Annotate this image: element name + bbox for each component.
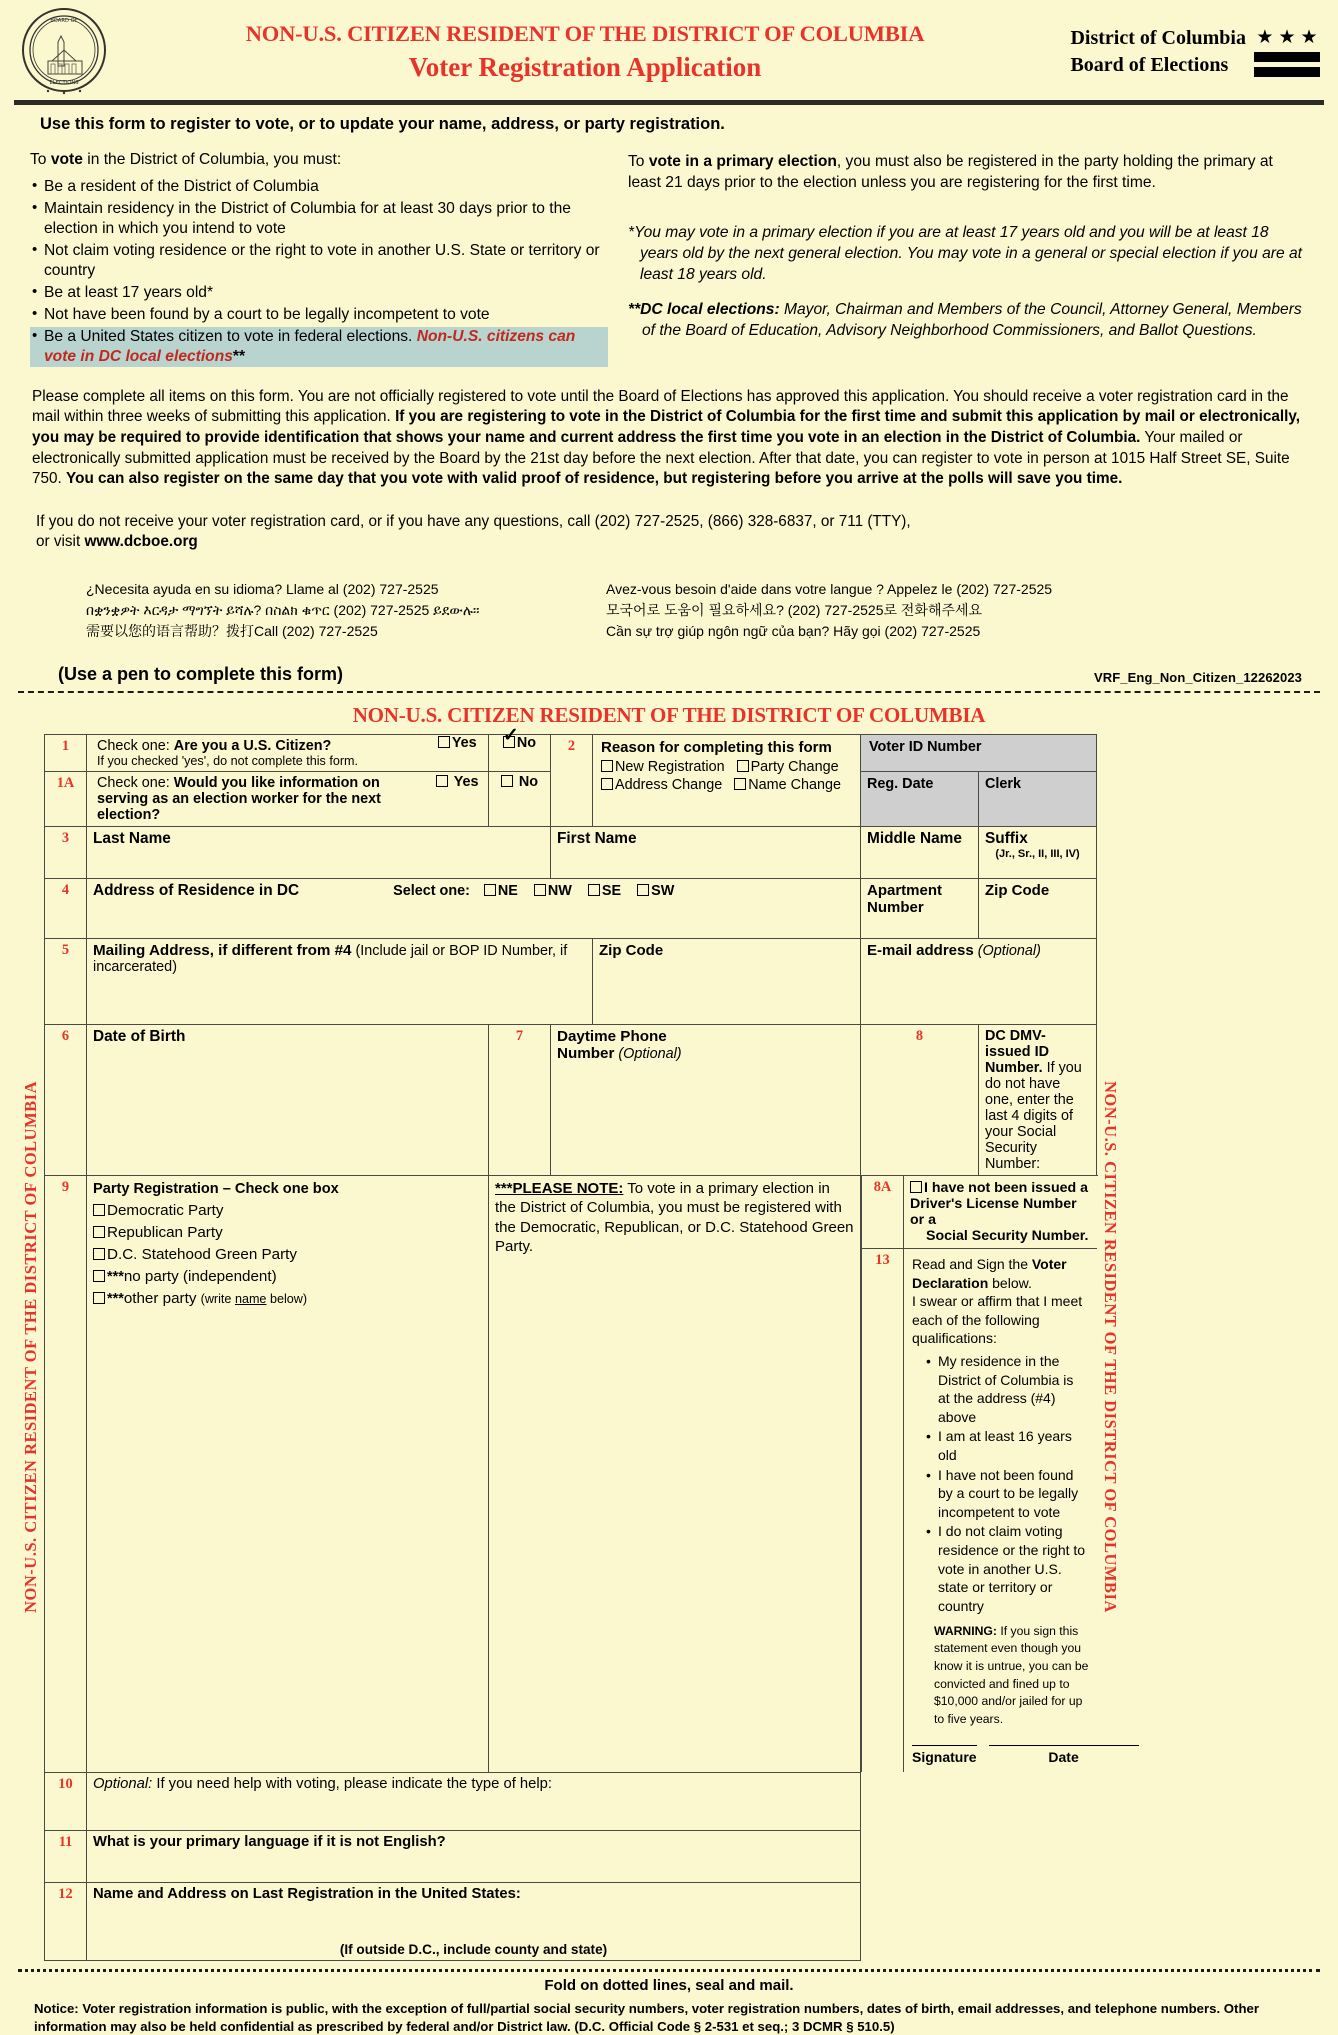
republican-party-checkbox[interactable] xyxy=(93,1226,105,1238)
date-of-birth-label: Date of Birth xyxy=(93,1027,186,1045)
election-worker-no-label: No xyxy=(518,773,539,790)
citizen-no-option[interactable] xyxy=(489,724,551,771)
no-party-checkbox[interactable] xyxy=(93,1270,105,1282)
highlight-tail: ** xyxy=(232,347,246,365)
other-party-note-name: name xyxy=(234,1291,267,1306)
party-change-checkbox[interactable] xyxy=(737,760,749,772)
reason-address-change[interactable] xyxy=(601,777,722,793)
dmv-id-label: DC DMV-issued ID Number. xyxy=(985,1027,1049,1076)
residence-address-label: Address of Residence in DC xyxy=(93,881,300,899)
democratic-party-label: Democratic Party xyxy=(107,1201,224,1219)
list-item: • I do not claim voting residence or the right to vote in another U.S. state or territory or country xyxy=(926,1522,1089,1615)
warning-label: WARNING: xyxy=(934,1623,997,1638)
language-column-left xyxy=(86,579,606,642)
language-line-spanish: ¿Necesita ayuda en su idioma? Llame al (202) 727-2525 xyxy=(86,580,439,597)
contact-line2 xyxy=(36,532,1308,553)
mailing-address-field[interactable] xyxy=(87,938,593,1024)
quadrant-se-checkbox[interactable] xyxy=(588,884,600,896)
last-registration-label: Name and Address on Last Registration in the United States: xyxy=(93,1885,521,1902)
table-row xyxy=(45,938,1097,1024)
new-registration-label: New Registration xyxy=(615,758,725,775)
apartment-number-field[interactable] xyxy=(861,878,979,938)
fold-instruction: Fold on dotted lines, seal and mail. xyxy=(544,1976,794,1994)
party-no-party[interactable] xyxy=(93,1266,482,1288)
primary-post: , you must also be registered in the party holding the primary at least 21 days prior to the election unless you are registering for the first time. xyxy=(628,153,1273,191)
first-name-field[interactable] xyxy=(551,826,861,878)
daytime-phone-optional: (Optional) xyxy=(614,1045,682,1062)
page-header xyxy=(0,0,1338,96)
board-of-elections-seal-icon xyxy=(18,6,110,98)
list-item: • Not have been found by a court to be legally incompetent to vote xyxy=(30,305,608,325)
help-label: If you need help with voting, please indicate the type of help: xyxy=(152,1775,553,1792)
reg-date-field[interactable] xyxy=(861,771,979,826)
please-note-label: PLEASE NOTE: xyxy=(512,1179,624,1197)
party-change-label: Party Change xyxy=(750,758,839,775)
clerk-label: Clerk xyxy=(985,775,1021,792)
paragraph-part2-bold: If you are registering to vote in the District of Columbia for the first time and submit this application by mail or electronically, you may be required to provide identification that shows your name and current address the first time you vote in an election in the District of Columbia. xyxy=(32,408,1300,446)
quadrant-select-label: Select one: xyxy=(393,882,470,899)
email-label: E-mail address xyxy=(867,941,974,959)
daytime-phone-label1: Daytime Phone xyxy=(557,1027,667,1045)
please-note-body: To vote in a primary election in the District of Columbia, you must be registered with the Democratic, Republican, or D.C. Statehood Green Party. xyxy=(495,1179,854,1256)
primary-election-note-cell xyxy=(489,1175,861,1772)
last-name-field[interactable] xyxy=(87,826,551,878)
primary-language-label: What is your primary language if it is not English? xyxy=(93,1833,446,1850)
residence-zip-field[interactable] xyxy=(979,878,1097,938)
reason-options-row2 xyxy=(601,777,852,793)
quadrant-ne-checkbox[interactable] xyxy=(484,884,496,896)
signature-row xyxy=(912,1745,1089,1767)
primary-bold: vote in a primary election xyxy=(648,153,837,170)
row-number-2: 2 xyxy=(551,734,593,826)
must-pre: To xyxy=(30,151,51,168)
agency-line2: Board of Elections xyxy=(1070,54,1229,76)
election-worker-no-checkbox[interactable] xyxy=(501,775,513,787)
republican-party-label: Republican Party xyxy=(107,1223,223,1241)
form-title-line1: NON-U.S. CITIZEN RESIDENT OF THE DISTRICT OF COLUMBIA xyxy=(245,20,925,46)
reason-for-form-cell xyxy=(593,734,861,826)
paragraph-part1: Please complete all items on this form. You are not officially registered to vote until the Board of Elections has approved this application. You should receive a voter registration card in the mail within three weeks of submitting this application. xyxy=(32,387,1289,426)
instructions-paragraph xyxy=(30,387,1308,490)
requirements-list xyxy=(30,177,608,367)
table-row xyxy=(45,1024,1097,1175)
language-line-vietnamese: Cần sự trợ giúp ngôn ngữ của bạn? Hãy gọi (202) 727-2525 xyxy=(606,622,981,639)
dcboe-website-link[interactable]: www.dcboe.org xyxy=(84,533,198,551)
list-item: • I am at least 16 years old xyxy=(926,1427,1089,1464)
dc-flag-icon: ★ ★ ★ xyxy=(1254,28,1320,77)
quadrant-nw-label: NW xyxy=(547,882,572,899)
first-name-label: First Name xyxy=(557,829,637,847)
new-registration-checkbox[interactable] xyxy=(601,760,613,772)
dmv-id-field[interactable] xyxy=(979,1024,1097,1175)
statehood-green-party-checkbox[interactable] xyxy=(93,1248,105,1260)
declaration-read-pre: Read and Sign the xyxy=(912,1255,1032,1272)
row1a-question-line2: serving as an election worker for the next election? xyxy=(97,790,381,823)
list-item: • Not claim voting residence or the right to vote in another U.S. State or territory or country xyxy=(30,241,608,281)
row-number-12: 12 xyxy=(45,1882,87,1960)
fold-dash-line-top xyxy=(18,691,1320,693)
row1a-check-one: Check one: xyxy=(97,774,170,791)
election-worker-question-cell xyxy=(87,771,427,826)
citizen-yes-label: Yes xyxy=(451,734,477,751)
please-note-stars: *** xyxy=(495,1179,513,1197)
email-optional: (Optional) xyxy=(973,942,1041,959)
row-number-10: 10 xyxy=(45,1772,87,1830)
other-party-label: other party xyxy=(123,1289,201,1307)
other-party-note-post: below) xyxy=(266,1291,308,1306)
voter-declaration-text xyxy=(912,1255,1089,1766)
citizen-yes-checkbox[interactable] xyxy=(438,736,450,748)
no-party-label: no party (independent) xyxy=(123,1267,277,1285)
must-post: in the District of Columbia, you must: xyxy=(82,151,342,168)
quadrant-se-label: SE xyxy=(601,882,622,899)
list-item-noncitizen-highlight xyxy=(30,327,608,367)
quadrant-sw-label: SW xyxy=(651,882,675,899)
row1-subtext: If you checked 'yes', do not complete this form. xyxy=(97,753,359,768)
signature-field[interactable] xyxy=(912,1745,977,1767)
declaration-column xyxy=(861,1175,1097,1772)
declaration-warning xyxy=(912,1623,1089,1729)
daytime-phone-field[interactable] xyxy=(551,1024,861,1175)
pen-note-row xyxy=(30,664,1308,685)
list-item: • My residence in the District of Columbia is at the address (#4) above xyxy=(926,1352,1089,1426)
election-worker-yes-checkbox[interactable] xyxy=(436,775,448,787)
last-name-label: Last Name xyxy=(93,829,171,847)
dc-local-elections-footnote xyxy=(628,300,1308,342)
name-change-checkbox[interactable] xyxy=(734,778,746,790)
row1-question: Are you a U.S. Citizen? xyxy=(173,737,332,754)
no-license-declaration[interactable] xyxy=(904,1176,1097,1249)
voter-declaration-cell xyxy=(904,1248,1097,1772)
pen-instruction: (Use a pen to complete this form) xyxy=(58,663,344,684)
fold-dotted-line-bottom xyxy=(18,1969,1320,1972)
quadrant-se[interactable] xyxy=(588,883,621,899)
primary-language-field[interactable] xyxy=(87,1830,861,1882)
age-footnote: *You may vote in a primary election if you are at least 17 years old and you will be at least 18 years old by the next general election. You may vote in a general or special election if you are at least 18 years old. xyxy=(628,224,1302,284)
side-label-left xyxy=(18,734,44,1961)
svg-text:ELECTIONS: ELECTIONS xyxy=(49,80,79,86)
other-party-stars: *** xyxy=(107,1290,124,1307)
suffix-field[interactable] xyxy=(979,826,1097,878)
row-number-7: 7 xyxy=(489,1024,551,1175)
mailing-zip-field[interactable] xyxy=(593,938,861,1024)
middle-name-label: Middle Name xyxy=(867,829,962,847)
apartment-number-label: Apartment Number xyxy=(867,881,943,916)
table-row xyxy=(45,826,1097,878)
reason-name-change[interactable] xyxy=(734,777,841,793)
row1a-question-line1: Would you like information on xyxy=(173,774,380,791)
declaration-swear: I swear or affirm that I meet each of the following qualifications: xyxy=(912,1293,1083,1347)
last-registration-field[interactable] xyxy=(87,1882,861,1960)
row-number-1a: 1A xyxy=(45,771,87,826)
row-number-13: 13 xyxy=(862,1248,904,1772)
language-line-chinese: 需要以您的语言帮助？拨打Call (202) 727-2525 xyxy=(86,622,378,639)
list-item: • Maintain residency in the District of Columbia for at least 30 days prior to the election in which you intend to vote xyxy=(30,199,608,239)
highlight-plain: Be a United States citizen to vote in federal elections. xyxy=(44,327,417,345)
contact-info xyxy=(30,512,1308,553)
name-change-label: Name Change xyxy=(748,776,841,793)
lead-instruction: Use this form to register to vote, or to update your name, address, or party registration. xyxy=(40,115,725,133)
party-registration-title: Party Registration – Check one box xyxy=(93,1180,339,1197)
table-row xyxy=(45,878,1097,938)
header-titles xyxy=(110,22,1050,82)
citizen-no-label: No xyxy=(516,734,537,751)
quadrant-sw-checkbox[interactable] xyxy=(637,884,649,896)
suffix-sublabel: (Jr., Sr., II, III, IV) xyxy=(995,847,1080,860)
help-optional-label: Optional: xyxy=(93,1775,153,1792)
svg-text:BOARD OF: BOARD OF xyxy=(50,18,78,24)
mailing-address-label: Mailing Address, if different from #4 xyxy=(93,941,352,959)
party-democratic[interactable] xyxy=(93,1200,482,1222)
election-worker-no-option[interactable] xyxy=(489,771,551,826)
quadrant-sw[interactable] xyxy=(637,883,674,899)
row-number-3: 3 xyxy=(45,826,87,878)
quadrant-ne[interactable] xyxy=(484,883,518,899)
requirements-column xyxy=(30,150,608,369)
privacy-notice: Notice: Voter registration information is public, with the exception of full/partial social security numbers, voter registration numbers, dates of birth, email addresses, and telephone numbers. Other information may also be held confidential as prescribed by federal and/or District law. (D.C. Official Code § 2-531 et seq.; 3 DCMR § 510.5) xyxy=(34,2000,1259,2034)
row-number-8: 8 xyxy=(861,1024,979,1175)
party-other[interactable] xyxy=(93,1288,482,1310)
form-section xyxy=(0,703,1338,1961)
democratic-party-checkbox[interactable] xyxy=(93,1204,105,1216)
other-party-note-pre: (write xyxy=(200,1291,235,1306)
help-with-voting-field[interactable] xyxy=(87,1772,861,1830)
voter-id-number-field[interactable] xyxy=(861,734,1097,771)
party-republican[interactable] xyxy=(93,1222,482,1244)
row-number-5: 5 xyxy=(45,938,87,1024)
language-line-amharic: በቋንቋዎት እርዳታ ማግኘት ይሻሉ? በስልክ ቁጥር (202) 727-2525 ይደውሉ፡፡ xyxy=(86,601,480,618)
dc-local-body: Mayor, Chairman and Members of the Council, Attorney General, Members of the Board of Education, Advisory Neighborhood Commissioners, and Ballot Questions. xyxy=(642,301,1302,340)
daytime-phone-label2: Number xyxy=(557,1044,615,1062)
election-worker-yes-label: Yes xyxy=(453,773,479,790)
row-number-9: 9 xyxy=(45,1175,87,1772)
no-license-line2: Social Security Number. xyxy=(926,1227,1089,1244)
citizen-yes-option[interactable] xyxy=(427,734,489,771)
language-column-right xyxy=(606,579,1308,642)
reason-new-registration[interactable] xyxy=(601,759,725,775)
table-row xyxy=(45,1830,1097,1882)
declaration-read-bold: Voter Declaration xyxy=(912,1255,1067,1291)
checkmark-icon: ✓ xyxy=(502,724,519,746)
primary-election-column xyxy=(608,150,1308,369)
no-party-stars: *** xyxy=(107,1268,124,1285)
language-line-french: Avez-vous besoin d'aide dans votre langue ? Appelez le (202) 727-2525 xyxy=(606,580,1053,597)
reason-options-row1 xyxy=(601,759,852,775)
voter-id-label: Voter ID Number xyxy=(869,738,982,755)
highlight-red: Non-U.S. citizens can vote in DC local elections xyxy=(44,327,576,365)
mailing-address-note: (Include jail or BOP ID Number, if incarcerated) xyxy=(93,942,568,975)
form-section-title: NON-U.S. CITIZEN RESIDENT OF THE DISTRICT OF COLUMBIA xyxy=(352,702,986,727)
dmv-id-note: If you do not have one, enter the last 4 digits of your Social Security Number: xyxy=(985,1059,1082,1172)
signature-label: Signature xyxy=(912,1748,977,1765)
row1-check-one: Check one: xyxy=(97,737,170,754)
declaration-read-post: below. xyxy=(988,1274,1032,1291)
table-row xyxy=(45,1882,1097,1960)
dc-board-of-elections-logo xyxy=(1050,25,1320,79)
primary-pre: To xyxy=(628,153,649,170)
residence-zip-label: Zip Code xyxy=(985,881,1050,899)
paragraph-part4-bold: You can also register on the same day that you vote with valid proof of residence, but registering before you arrive at the polls will save you time. xyxy=(66,470,1123,488)
no-license-checkbox[interactable] xyxy=(910,1181,922,1193)
suffix-label: Suffix xyxy=(985,829,1028,847)
primary-election-note xyxy=(628,152,1308,193)
side-label-left-text: NON-U.S. CITIZEN RESIDENT OF THE DISTRICT OF COLUMBIA xyxy=(21,1081,40,1614)
address-change-label: Address Change xyxy=(615,776,723,793)
form-title-line2: Voter Registration Application xyxy=(408,51,762,82)
side-label-right xyxy=(1097,734,1123,1961)
address-change-checkbox[interactable] xyxy=(601,778,613,790)
email-field[interactable] xyxy=(861,938,1097,1024)
row-number-6: 6 xyxy=(45,1024,87,1175)
table-row xyxy=(45,1772,1097,1830)
language-line-korean: 모국어로 도움이 필요하세요? (202) 727-2525로 전화해주세요 xyxy=(606,601,983,618)
visit-pre: or visit xyxy=(36,533,85,551)
quadrant-ne-label: NE xyxy=(497,882,518,899)
row-number-11: 11 xyxy=(45,1830,87,1882)
intro-section xyxy=(0,105,1338,685)
list-item: • I have not been found by a court to be legally incompetent to vote xyxy=(926,1466,1089,1522)
declaration-qualifications-list xyxy=(912,1352,1089,1616)
requirements-intro xyxy=(30,150,608,170)
other-party-checkbox[interactable] xyxy=(93,1292,105,1304)
language-assistance xyxy=(30,579,1308,642)
reason-title: Reason for completing this form xyxy=(601,738,832,756)
paragraph-part3: Your mailed or electronically submitted application must be received by the Board by the 21st day before the next election. After that date, you can register to vote in person at 1015 Half Street SE, Suite 750. xyxy=(32,428,1290,488)
signature-date-label: Date xyxy=(1048,1748,1079,1765)
form-grid xyxy=(44,724,1097,1961)
table-row xyxy=(45,1175,1097,1772)
row-number-4: 4 xyxy=(45,878,87,938)
row-number-1: 1 xyxy=(45,734,87,771)
side-label-right-text: NON-U.S. CITIZEN RESIDENT OF THE DISTRICT OF COLUMBIA xyxy=(1101,1081,1121,1614)
form-version-code: VRF_Eng_Non_Citizen_12262023 xyxy=(1094,669,1302,685)
table-row xyxy=(45,734,1097,771)
party-registration-cell xyxy=(87,1175,489,1772)
election-worker-yes-option[interactable] xyxy=(427,771,489,826)
quadrant-nw[interactable] xyxy=(534,883,572,899)
list-item: • Be at least 17 years old* xyxy=(30,283,608,303)
quadrant-nw-checkbox[interactable] xyxy=(534,884,546,896)
last-registration-sublabel: (If outside D.C., include county and state) xyxy=(339,1941,608,1957)
must-bold: vote xyxy=(50,151,83,168)
clerk-field[interactable] xyxy=(979,771,1097,826)
no-license-line1: I have not been issued a Driver's License Number or a xyxy=(910,1179,1088,1228)
reason-party-change[interactable] xyxy=(737,759,839,775)
row-number-8a: 8A xyxy=(862,1176,904,1249)
dc-local-label: **DC local elections: xyxy=(628,301,780,319)
agency-line1: District of Columbia xyxy=(1070,27,1246,49)
residence-address-field[interactable] xyxy=(87,878,861,938)
mailing-zip-label: Zip Code xyxy=(599,941,664,959)
contact-line1: If you do not receive your voter registration card, or if you have any questions, call (202) 727-2525, (866) 328-6837, or 711 (TTY), xyxy=(36,512,911,530)
reg-date-label: Reg. Date xyxy=(867,775,934,792)
party-statehood-green[interactable] xyxy=(93,1244,482,1266)
statehood-green-party-label: D.C. Statehood Green Party xyxy=(107,1245,297,1263)
date-of-birth-field[interactable] xyxy=(87,1024,489,1175)
citizenship-question-cell xyxy=(87,734,427,771)
warning-text: If you sign this statement even though you know it is untrue, you can be convicted and fined up to $10,000 and/or jailed for up to five years. xyxy=(934,1623,1089,1726)
middle-name-field[interactable] xyxy=(861,826,979,878)
list-item: • Be a resident of the District of Columbia xyxy=(30,177,608,197)
